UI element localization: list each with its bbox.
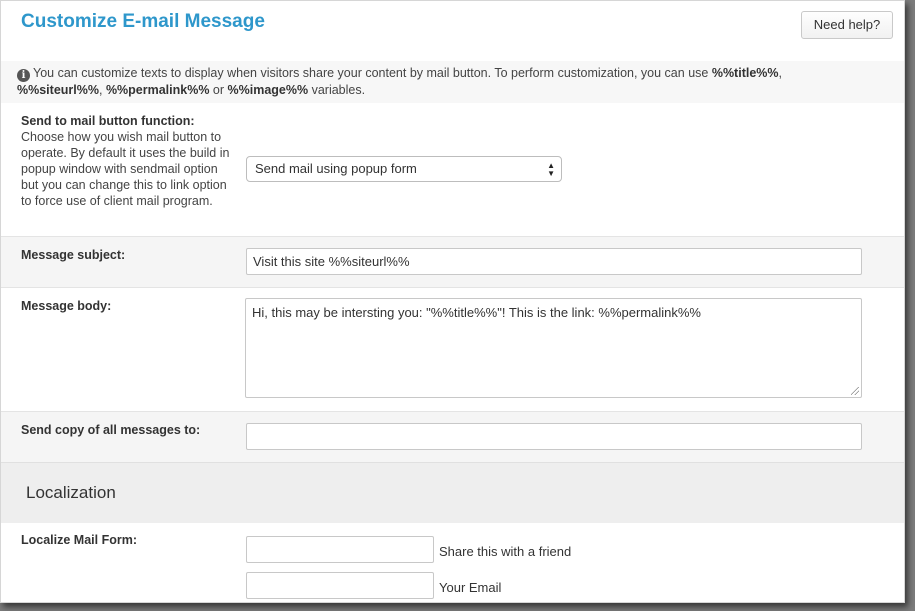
share-with-friend-input[interactable] (246, 536, 434, 563)
info-sep: or (209, 83, 228, 97)
copy-email-input[interactable] (246, 423, 862, 450)
mail-function-row (1, 105, 904, 236)
var-image: %%image%% (227, 83, 309, 97)
copy-label: Send copy of all messages to: (21, 423, 201, 437)
body-label: Message body: (21, 299, 112, 313)
body-textarea[interactable] (245, 298, 862, 398)
var-title: %%title%% (711, 66, 779, 80)
mail-function-description: Choose how you wish mail button to operate. By default it uses the build in popup window with sendmail option but you can change this to link option to force use of client mail program. (21, 130, 230, 208)
copy-row (1, 411, 904, 462)
your-email-text: Your Email (439, 580, 502, 595)
body-text: Hi, this may be intersting you: "%%title%%"! This is the link: %%permalink%% (252, 305, 701, 320)
mail-function-select[interactable] (246, 156, 562, 182)
info-sep: , (778, 66, 782, 80)
var-siteurl: %%siteurl%% (17, 83, 99, 97)
info-icon: i (17, 69, 30, 82)
var-permalink: %%permalink%% (105, 83, 210, 97)
localize-form-label: Localize Mail Form: (21, 533, 137, 547)
localization-section-header (1, 462, 904, 523)
subject-input[interactable]: Visit this site %%siteurl%% (246, 248, 862, 275)
subject-row (1, 236, 904, 287)
info-text-end: variables. (308, 83, 366, 97)
body-row (1, 287, 904, 411)
subject-label: Message subject: (21, 248, 126, 262)
localize-form-row (1, 522, 904, 603)
your-email-input[interactable] (246, 572, 434, 599)
info-sep: , (98, 83, 106, 97)
resize-grip-icon[interactable] (851, 387, 859, 395)
info-text: You can customize texts to display when visitors share your content by mail button. To perform customization, you can use (33, 66, 712, 80)
mail-function-selected: Send mail using popup form (255, 161, 417, 176)
info-notice (1, 61, 904, 103)
mail-function-label: Send to mail button function: (21, 114, 195, 128)
localization-title: Localization (26, 483, 116, 502)
need-help-button[interactable]: Need help? (801, 11, 893, 39)
panel-header (1, 1, 904, 51)
select-arrows-icon: ▲ ▼ (547, 161, 555, 178)
share-with-friend-text: Share this with a friend (439, 544, 572, 559)
page-title: Customize E-mail Message (21, 11, 265, 32)
